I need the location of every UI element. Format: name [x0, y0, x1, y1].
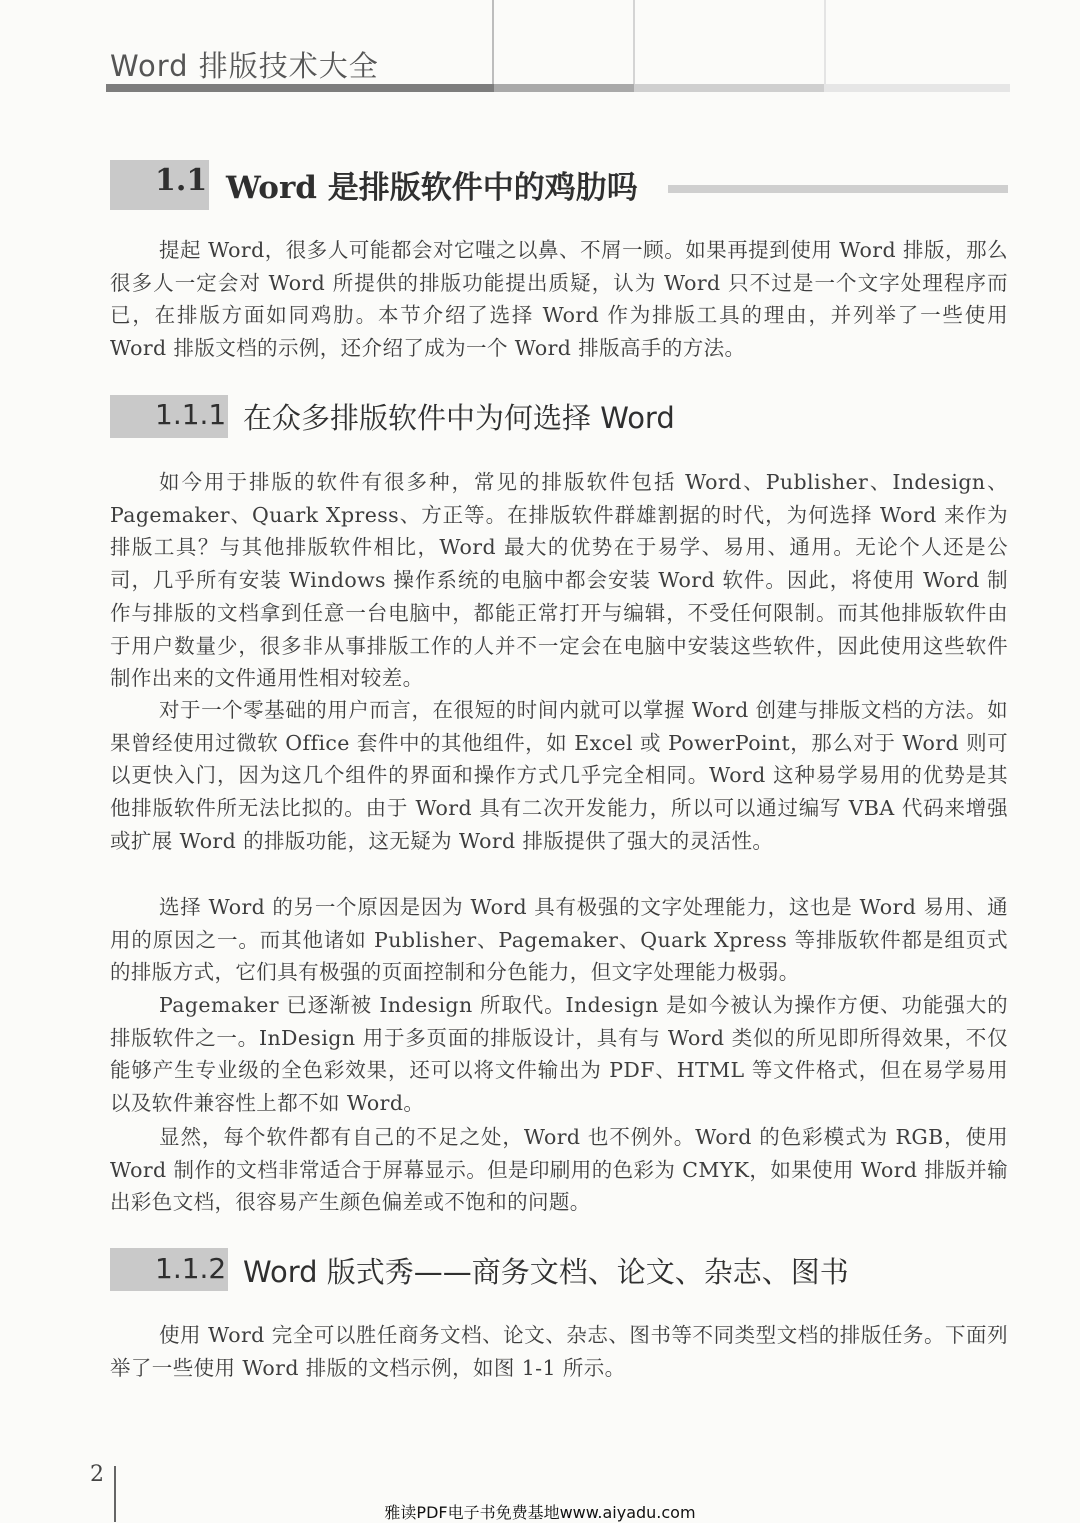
body-paragraph: 显然，每个软件都有自己的不足之处，Word 也不例外。Word 的色彩模式为 RGB，使用 Word 制作的文档非常适合于屏幕显示。但是印刷用的色彩为 CMYK，如果使用 Word 排版并输出彩色文档，很容易产生颜色偏差或不饱和的问题。: [110, 1125, 1008, 1215]
body-paragraph: Pagemaker 已逐渐被 Indesign 所取代。Indesign 是如今被认为操作方便、功能强大的排版软件之一。InDesign 用于多页面的排版设计，具有与 Word 类似的所见即所得效果，不仅能够产生专业级的全色彩效果，还可以将文件输出为 PDF、HTML 等文件格式，但在易学易用以及软件兼容性上都不如 Word。: [110, 993, 1008, 1116]
header-rule: [494, 84, 634, 92]
subsection-number: 1.1.2: [155, 1252, 227, 1285]
subsection-title: Word 版式秀——商务文档、论文、杂志、图书: [243, 1255, 849, 1289]
header-rule: [106, 84, 494, 92]
section-title-rule: [668, 185, 1008, 193]
header-divider: [492, 0, 494, 84]
body-paragraph: 如今用于排版的软件有很多种，常见的排版软件包括 Word、Publisher、Indesign、Pagemaker、Quark Xpress、方正等。在排版软件群雄割据的时代，为何选择 Word 来作为排版工具？与其他排版软件相比，Word 最大的优势在于易学、易用、通用。无论个人还是公司，几乎所有安装 Windows 操作系统的电脑中都会安装 Word 软件。因此，将使用 Word 制作与排版的文档拿到任意一台电脑中，都能正常打开与编辑，不受任何限制。而其他排版软件由于用户数量少，很多非从事排版工作的人并不一定会在电脑中安装这些软件，因此使用这些软件制作出来的文件通用性相对较差。: [110, 470, 1008, 691]
intro-paragraph: 提起 Word，很多人可能都会对它嗤之以鼻、不屑一顾。如果再提到使用 Word 排版，那么很多人一定会对 Word 所提供的排版功能提出质疑，认为 Word 只不过是一个文字处理程序而已，在排版方面如同鸡肋。本节介绍了选择 Word 作为排版工具的理由，并列举了一些使用 Word 排版文档的示例，还介绍了成为一个 Word 排版高手的方法。: [110, 238, 1008, 361]
section-number: 1.1: [155, 163, 208, 198]
header-divider: [633, 0, 635, 84]
header-rule: [824, 84, 1010, 92]
subsection-title: 在众多排版软件中为何选择 Word: [243, 401, 675, 435]
page-number: 2: [90, 1462, 104, 1487]
body-paragraph: 使用 Word 完全可以胜任商务文档、论文、杂志、图书等不同类型文档的排版任务。下面列举了一些使用 Word 排版的文档示例，如图 1-1 所示。: [110, 1323, 1008, 1380]
body-paragraph: 选择 Word 的另一个原因是因为 Word 具有极强的文字处理能力，这也是 Word 易用、通用的原因之一。而其他诸如 Publisher、Pagemaker、Quark Xpress 等排版软件都是组页式的排版方式，它们具有极强的页面控制和分色能力，但文字处理能力极弱。: [110, 895, 1008, 985]
header-rule: [634, 84, 824, 92]
header-divider: [824, 0, 826, 84]
section-title: Word 是排版软件中的鸡肋吗: [226, 170, 638, 206]
subsection-number: 1.1.1: [155, 398, 227, 431]
body-paragraph: 对于一个零基础的用户而言，在很短的时间内就可以掌握 Word 创建与排版文档的方法。如果曾经使用过微软 Office 套件中的其他组件，如 Excel 或 PowerPoint，那么对于 Word 则可以更快入门，因为这几个组件的界面和操作方式几乎完全相同。Word 这种易学易用的优势是其他排版软件所无法比拟的。由于 Word 具有二次开发能力，所以可以通过编写 VBA 代码来增强或扩展 Word 的排版功能，这无疑为 Word 排版提供了强大的灵活性。: [110, 698, 1008, 853]
running-header-title: Word 排版技术大全: [110, 49, 379, 83]
watermark-text: 雅读PDF电子书免费基地www.aiyadu.com: [384, 1503, 696, 1522]
